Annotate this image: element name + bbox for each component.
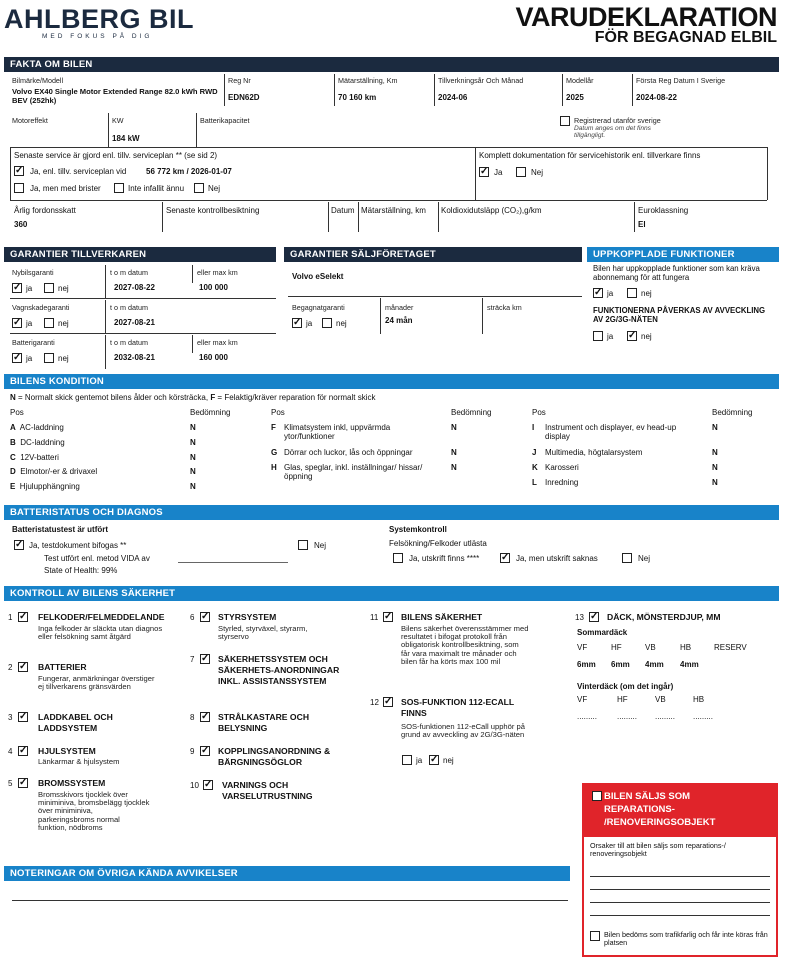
- connected-no-label: nej: [641, 289, 652, 298]
- doc-title: [516, 2, 778, 46]
- service-yes-value: 56 772 km / 2026-01-07: [146, 167, 232, 176]
- docs-no-checkbox[interactable]: [516, 167, 526, 177]
- used-warranty-yes-checkbox[interactable]: ✓: [293, 317, 302, 328]
- unsafe-label: Bilen bedöms som trafikfarlig och får inte köras från platsen: [604, 930, 768, 948]
- condition-code-j: J: [532, 448, 537, 457]
- check-item-12-checkbox[interactable]: ✓: [384, 696, 393, 707]
- condition-row-c: C 12V-batteri: [10, 453, 59, 462]
- reg-value: EDN62D: [228, 93, 260, 102]
- unsafe-checkbox[interactable]: [590, 931, 600, 941]
- condition-rating-g: N: [451, 448, 457, 457]
- check-item-11-checkbox[interactable]: ✓: [384, 611, 393, 622]
- col3-pos-label: Pos: [532, 408, 546, 417]
- check-item-2-checkbox[interactable]: ✓: [19, 661, 28, 672]
- warranty-new-no-label: nej: [58, 284, 69, 293]
- condition-name-f: Klimatsystem inkl, uppvärmda ytor/funktioner: [284, 423, 391, 441]
- used-warranty-no-label: nej: [336, 319, 347, 328]
- condition-code-i: I: [532, 423, 535, 432]
- section-header-kondition: BILENS KONDITION: [4, 374, 779, 389]
- connected-question: Bilen har uppkopplade funktioner som kan kräva abonnemang för att fungera: [593, 264, 760, 282]
- euro-label: Euroklassning: [638, 206, 689, 215]
- kw-value: 184 kW: [112, 134, 140, 143]
- section-header-garanti-saljforetaget: GARANTIER SÄLJFÖRETAGET: [284, 247, 582, 262]
- condition-code-k: K: [532, 463, 538, 472]
- warranty-damage-date-label: t o m datum: [110, 303, 148, 312]
- first-reg-label: Första Reg Datum I Sverige: [636, 76, 726, 85]
- check-item-4-checkbox[interactable]: ✓: [19, 745, 28, 756]
- warranty-damage-no-label: nej: [58, 319, 69, 328]
- ecall-no-label: nej: [443, 756, 454, 765]
- used-warranty-no-checkbox[interactable]: [322, 318, 332, 328]
- kw-label: KW: [112, 116, 124, 125]
- system-no-label: Nej: [638, 554, 651, 563]
- summer-val-hb: 4mm: [680, 660, 699, 669]
- summer-tires-label: Sommardäck: [577, 628, 628, 637]
- service-no-label: Nej: [208, 184, 221, 193]
- repair-reason-label: Orsaker till att bilen säljs som reparations-/ renoveringsobjekt: [590, 841, 726, 859]
- service-notdue-label: Inte infallit ännu: [128, 184, 185, 193]
- mfg-label: Tillverkningsår Och Månad: [438, 76, 524, 85]
- co2-label: Koldioxidutsläpp (CO₂),g/km: [441, 206, 542, 215]
- section-header-fakta: FAKTA OM BILEN: [4, 57, 779, 72]
- warranty-new-max: 100 000: [199, 283, 228, 292]
- summer-col-reserv: RESERV: [714, 643, 747, 652]
- connected-yes-label: ja: [607, 289, 614, 298]
- docs-no-label: Nej: [531, 168, 544, 177]
- service-no-checkbox[interactable]: [194, 183, 204, 193]
- battery-soh: State of Health: 99%: [44, 566, 118, 575]
- first-reg-value: 2024-08-22: [636, 93, 677, 102]
- network-no-checkbox[interactable]: ✓: [628, 330, 637, 341]
- condition-code-h: H: [271, 463, 277, 472]
- network-no-label: nej: [641, 332, 652, 341]
- brand-logo: [4, 5, 224, 40]
- warranty-new-date: 2027-08-22: [114, 283, 155, 292]
- service-faults-label: Ja, men med brister: [30, 184, 101, 193]
- battery-test-label: Batteristatustest är utfört: [12, 525, 109, 534]
- check-item-10-checkbox[interactable]: ✓: [204, 779, 213, 790]
- network-question: FUNKTIONERNA PÅVERKAS AV AVVECKLING AV 2G/3G-NÄTEN: [593, 306, 766, 324]
- abroad-label: Registrerad utanför sverige: [574, 116, 661, 125]
- battery-test-method: Test utfört enl. metod VIDA av: [44, 554, 150, 563]
- col2-pos-label: Pos: [271, 408, 285, 417]
- condition-rating-k: N: [712, 463, 718, 472]
- warranty-damage-no-checkbox[interactable]: [44, 318, 54, 328]
- battery-test-yes-label: Ja, testdokument bifogas **: [29, 541, 127, 550]
- warranty-new-label: Nybilsgaranti: [12, 268, 54, 277]
- used-warranty-months-label: månader: [385, 303, 414, 312]
- tax-label: Årlig fordonsskatt: [14, 206, 76, 215]
- check-item-1-checkbox[interactable]: ✓: [19, 611, 28, 622]
- warranty-new-yes-label: ja: [26, 284, 33, 293]
- col3-rating-label: Bedömning: [712, 408, 753, 417]
- condition-row-b: B DC-laddning: [10, 438, 65, 447]
- winter-val-hb: .........: [693, 712, 714, 721]
- ecall-yes-label: ja: [416, 756, 423, 765]
- section-header-garanti-tillverkaren: GARANTIER TILLVERKAREN: [4, 247, 276, 262]
- check-item-9-checkbox[interactable]: ✓: [201, 745, 210, 756]
- winter-col-vb: VB: [655, 695, 666, 704]
- brand-tagline: MED FOKUS PÅ DIG: [42, 33, 153, 40]
- legend-n-text: = Normalt skick gentemot bilens ålder och körsträcka,: [15, 393, 211, 402]
- warranty-battery-label: Batterigaranti: [12, 338, 55, 347]
- used-warranty-months-value: 24 mån: [385, 316, 413, 325]
- ecall-yes-checkbox[interactable]: [402, 755, 412, 765]
- warranty-battery-max: 160 000: [199, 353, 228, 362]
- condition-code-l: L: [532, 478, 537, 487]
- condition-row-a: A AC-laddning: [10, 423, 64, 432]
- warranty-battery-yes-checkbox[interactable]: ✓: [13, 352, 22, 363]
- warranty-damage-yes-checkbox[interactable]: ✓: [13, 317, 22, 328]
- condition-name-g: Dörrar och luckor, lås och öppningar: [284, 448, 413, 457]
- warranty-damage-label: Vagnskadegaranti: [12, 303, 70, 312]
- col1-pos-label: Pos: [10, 408, 24, 417]
- service-yes-label: Ja, enl. tillv. serviceplan vid: [30, 167, 127, 176]
- condition-rating-l: N: [712, 478, 718, 487]
- check-item-6-checkbox[interactable]: ✓: [201, 611, 210, 622]
- condition-rating-j: N: [712, 448, 718, 457]
- used-warranty-label: Begagnatgaranti: [292, 303, 345, 312]
- warranty-damage-date: 2027-08-21: [114, 318, 155, 327]
- condition-name-h: Glas, speglar, inkl. inställningar/ hissar/öppning: [284, 463, 423, 481]
- battery-test-no-label: Nej: [314, 541, 327, 550]
- condition-name-j: Multimedia, högtalarsystem: [545, 448, 643, 457]
- system-opt2-checkbox[interactable]: ✓: [501, 552, 510, 563]
- brand-name: AHLBERG BIL: [4, 4, 194, 34]
- warranty-new-date-label: t o m datum: [110, 268, 148, 277]
- battery-method-line: [178, 562, 288, 563]
- model-value: Volvo EX40 Single Motor Extended Range 82.0 kWh RWD BEV (252hk): [12, 87, 218, 105]
- abroad-checkbox[interactable]: [560, 116, 570, 126]
- col2-rating-label: Bedömning: [451, 408, 492, 417]
- winter-col-hf: HF: [617, 695, 628, 704]
- odometer-label: Mätarställning, Km: [338, 76, 398, 85]
- inspection-label: Senaste kontrollbesiktning: [166, 206, 260, 215]
- section-header-kontroll: KONTROLL AV BILENS SÄKERHET: [4, 586, 779, 601]
- winter-val-hf: .........: [617, 712, 638, 721]
- summer-col-vf: VF: [577, 643, 588, 652]
- condition-name-l: Inredning: [545, 478, 579, 487]
- seller-warranty-name: Volvo eSelekt: [292, 272, 344, 281]
- winter-col-vf: VF: [577, 695, 588, 704]
- warranty-battery-max-label: eller max km: [197, 338, 238, 347]
- service-yes-checkbox[interactable]: ✓: [15, 165, 24, 176]
- warranty-battery-date-label: t o m datum: [110, 338, 148, 347]
- service-faults-checkbox[interactable]: [14, 183, 24, 193]
- odometer-value: 70 160 km: [338, 93, 377, 102]
- summer-col-hf: HF: [611, 643, 622, 652]
- system-opt2-label: Ja, men utskrift saknas: [516, 554, 598, 563]
- abroad-note: Datum anges om det finns tillgängligt.: [574, 125, 651, 139]
- doc-title-main: VARUDEKLARATION: [515, 2, 777, 32]
- condition-code-g: G: [271, 448, 278, 457]
- condition-row-e: E Hjulupphängning: [10, 482, 80, 491]
- repair-title: BILEN SÄLJS SOM REPARATIONS- /RENOVERINGSOBJEKT: [604, 791, 716, 828]
- warranty-battery-no-checkbox[interactable]: [44, 353, 54, 363]
- winter-val-vf: .........: [577, 712, 598, 721]
- battery-test-no-checkbox[interactable]: [298, 540, 308, 550]
- mfg-value: 2024-06: [438, 93, 468, 102]
- doc-title-sub: FÖR BEGAGNAD ELBIL: [594, 29, 777, 46]
- model-year-label: Modellår: [566, 76, 594, 85]
- condition-row-d: D Elmotor/-er & drivaxel: [10, 467, 98, 476]
- warranty-battery-no-label: nej: [58, 354, 69, 363]
- warranty-new-no-checkbox[interactable]: [44, 283, 54, 293]
- winter-tires-label: Vinterdäck (om det ingår): [577, 682, 674, 691]
- winter-col-hb: HB: [693, 695, 705, 704]
- section-header-uppkopplade: UPPKOPPLADE FUNKTIONER: [587, 247, 779, 262]
- repair-checkbox[interactable]: [592, 791, 602, 801]
- condition-rating-h: N: [451, 463, 457, 472]
- condition-rating-a: N: [190, 423, 196, 432]
- inspection-odo-label: Mätarställning, km: [361, 206, 426, 215]
- used-warranty-distance-label: sträcka km: [487, 303, 522, 312]
- warranty-damage-yes-label: ja: [26, 319, 33, 328]
- condition-code-f: F: [271, 423, 276, 432]
- condition-rating-c: N: [190, 453, 196, 462]
- connected-no-checkbox[interactable]: [627, 288, 637, 298]
- warranty-battery-yes-label: ja: [26, 354, 33, 363]
- warranty-new-yes-checkbox[interactable]: ✓: [13, 282, 22, 293]
- system-check-sub: Felsökning/Felkoder utlästa: [389, 539, 487, 548]
- model-year-value: 2025: [566, 93, 584, 102]
- winter-val-vb: .........: [655, 712, 676, 721]
- col1-rating-label: Bedömning: [190, 408, 231, 417]
- warranty-battery-date: 2032-08-21: [114, 353, 155, 362]
- section-header-batteri: BATTERISTATUS OCH DIAGNOS: [4, 505, 779, 520]
- used-warranty-yes-label: ja: [306, 319, 313, 328]
- summer-val-hf: 6mm: [611, 660, 630, 669]
- ecall-no-checkbox[interactable]: ✓: [430, 754, 439, 765]
- check-item-8-checkbox[interactable]: ✓: [201, 711, 210, 722]
- warranty-new-max-label: eller max km: [197, 268, 238, 277]
- section-header-noteringar: NOTERINGAR OM ÖVRIGA KÄNDA AVVIKELSER: [4, 866, 570, 881]
- legend-f: F: [210, 393, 216, 402]
- euro-value: El: [638, 220, 646, 229]
- summer-val-vf: 6mm: [577, 660, 596, 669]
- system-opt1-label: Ja, utskrift finns ****: [409, 554, 480, 563]
- condition-rating-e: N: [190, 482, 196, 491]
- check-item-3-checkbox[interactable]: ✓: [19, 711, 28, 722]
- condition-rating-f: N: [451, 423, 457, 432]
- check-item-5-checkbox[interactable]: ✓: [19, 777, 28, 788]
- summer-col-vb: VB: [645, 643, 656, 652]
- docs-yes-label: Ja: [494, 168, 503, 177]
- motor-label: Motoreffekt: [12, 116, 48, 125]
- condition-legend: [10, 393, 375, 402]
- battery-capacity-label: Batterikapacitet: [200, 116, 250, 125]
- tax-value: 360: [14, 220, 28, 229]
- condition-name-k: Karosseri: [545, 463, 579, 472]
- docs-yes-checkbox[interactable]: ✓: [480, 166, 489, 177]
- summer-col-hb: HB: [680, 643, 692, 652]
- legend-f-text: = Felaktig/kräver reparation för normalt skick: [215, 393, 376, 402]
- condition-rating-i: N: [712, 423, 718, 432]
- check-item-7-checkbox[interactable]: ✓: [201, 653, 210, 664]
- notes-line[interactable]: [12, 900, 568, 901]
- check-item-13-checkbox[interactable]: ✓: [590, 611, 599, 622]
- inspection-date-label: Datum: [331, 206, 355, 215]
- system-check-label: Systemkontroll: [389, 525, 447, 534]
- condition-name-i: Instrument och displayer, ev head-up display: [545, 423, 677, 441]
- docs-label: Komplett dokumentation för servicehistorik enl. tillverkare finns: [479, 151, 701, 160]
- repair-box: [582, 783, 778, 957]
- service-label: Senaste service är gjord enl. tillv. serviceplan ** (se sid 2): [14, 151, 218, 160]
- system-opt1-checkbox[interactable]: [393, 553, 403, 563]
- reg-label: Reg Nr: [228, 76, 251, 85]
- battery-test-yes-checkbox[interactable]: ✓: [15, 539, 24, 550]
- network-yes-checkbox[interactable]: [593, 331, 603, 341]
- model-label: Bilmärke/Modell: [12, 76, 64, 85]
- condition-rating-b: N: [190, 438, 196, 447]
- network-yes-label: ja: [607, 332, 614, 341]
- system-no-checkbox[interactable]: [622, 553, 632, 563]
- service-notdue-checkbox[interactable]: [114, 183, 124, 193]
- summer-val-vb: 4mm: [645, 660, 664, 669]
- condition-rating-d: N: [190, 467, 196, 476]
- connected-yes-checkbox[interactable]: ✓: [594, 287, 603, 298]
- legend-n: N: [10, 393, 16, 402]
